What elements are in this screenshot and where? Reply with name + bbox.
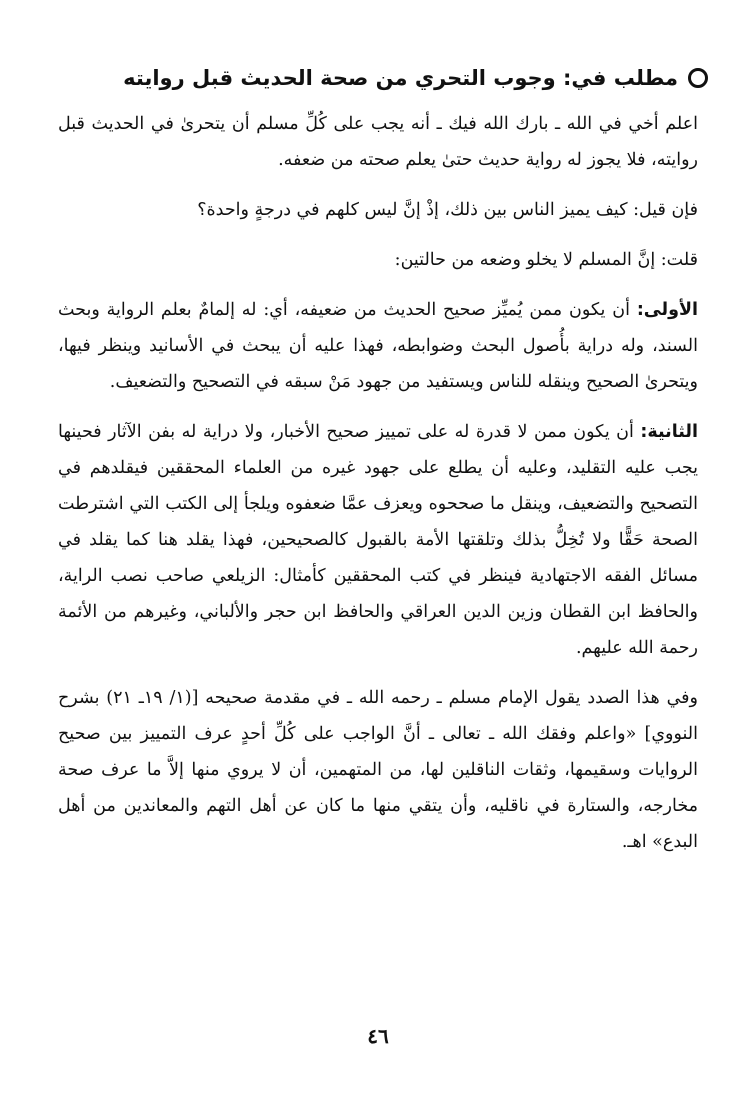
paragraph-lead: الثانية: <box>640 422 698 442</box>
paragraph-second-case <box>58 414 698 666</box>
paragraph-question <box>58 192 698 228</box>
body-text <box>58 106 698 874</box>
paragraph-text: وفي هذا الصدد يقول الإمام مسلم ـ رحمه الله ـ في مقدمة صحيحه [(١/ ١٩ـ ٢١) بشرح النووي] «واعلم وفقك الله ـ تعالى ـ أنَّ الواجب على كُلِّ أحدٍ عرف التمييز بين صحيح الروايات وسقيمها، وثقات الناقلين لها، من المتهمين، أن لا يروي منها إلاَّ ما عرف صحة مخارجه، والستارة في ناقليه، وأن يتقي منها ما كان عن أهل التهم والمعاندين من أهل البدع» اهـ. <box>58 688 698 852</box>
paragraph-first-case <box>58 292 698 400</box>
paragraph-intro <box>58 106 698 178</box>
paragraph-text: فإن قيل: كيف يميز الناس بين ذلك، إذْ إنَّ ليس كلهم في درجةٍ واحدة؟ <box>197 200 698 220</box>
paragraph-lead: الأولى: <box>636 300 698 320</box>
circle-bullet-icon <box>688 68 708 88</box>
page-number: ٤٦ <box>367 1024 389 1048</box>
paragraph-text: قلت: إنَّ المسلم لا يخلو وضعه من حالتين: <box>394 250 698 270</box>
paragraph-quote <box>58 680 698 860</box>
paragraph-text: أن يكون ممن لا قدرة له على تمييز صحيح الأخبار، ولا دراية له بفن الآثار فحينها يجب عليه التقليد، وعليه أن يطلع على جهود غيره من العلماء المحققين فيقلدهم في التصحيح والتضعيف، وينقل ما صححوه ويعزف عمَّا ضعفوه ويلجأ إلى الكتب التي اشترطت الصحة حَقًّا ولا تُخِلُّ بذلك وتلقتها الأمة بالقبول كالصحيحين، فهذا يقلد هنا كما يقلد في مسائل الفقه الاجتهادية فينظر في كتب المحققين كأمثال: الزيلعي صاحب نصب الراية، والحافظ ابن القطان وزين الدين العراقي والحافظ ابن حجر والألباني، وغيرهم من الأئمة رحمة الله عليهم. <box>58 422 698 658</box>
paragraph-answer <box>58 242 698 278</box>
paragraph-text: اعلم أخي في الله ـ بارك الله فيك ـ أنه يجب على كُلِّ مسلم أن يتحرىٰ في الحديث قبل روايته، فلا يجوز له رواية حديث حتىٰ يعلم صحته من ضعفه. <box>58 114 698 170</box>
section-title: مطلب في: وجوب التحري من صحة الحديث قبل روايته <box>123 66 678 90</box>
section-heading <box>60 60 708 96</box>
paragraph-text: أن يكون ممن يُميِّز صحيح الحديث من ضعيفه، أي: له إلمامٌ بعلم الرواية وبحث السند، وله دراية بأُصول البحث وضوابطه، فهذا عليه أن يبحث في الأسانيد وينظر فيها، ويتحرىٰ الصحيح وينقله للناس ويستفيد من جهود مَنْ سبقه في التصحيح والتضعيف. <box>58 300 698 392</box>
